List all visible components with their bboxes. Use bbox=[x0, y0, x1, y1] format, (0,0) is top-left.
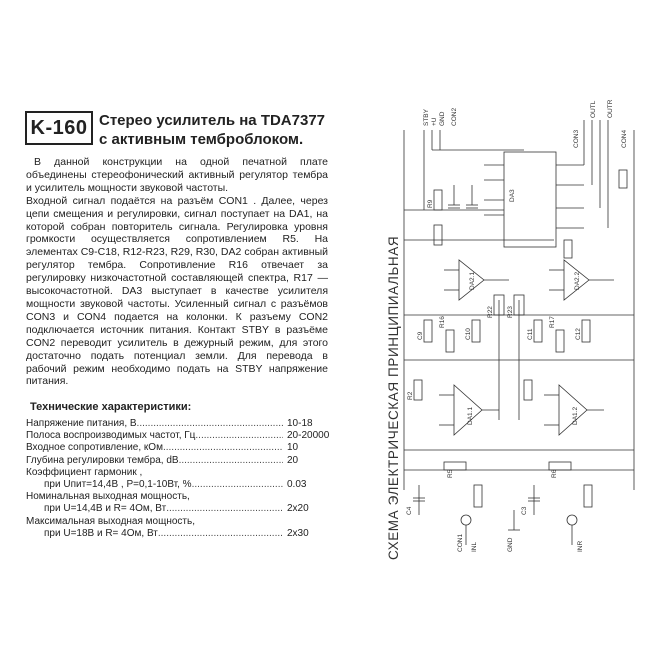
spec-label: при U=14,4В и R= 4Ом, Вт bbox=[44, 503, 167, 515]
schematic-diagram bbox=[384, 90, 646, 560]
label-outl: OUTL bbox=[590, 100, 597, 118]
label-r6: R6 bbox=[551, 469, 558, 478]
label-c12: C12 bbox=[575, 328, 582, 340]
label-c10: C10 bbox=[465, 328, 472, 340]
article-header bbox=[25, 111, 385, 151]
spec-dot-leader bbox=[166, 503, 283, 515]
label-stby: STBY bbox=[423, 109, 430, 126]
spec-row bbox=[26, 491, 331, 503]
spec-label: Напряжение питания, В bbox=[26, 418, 137, 429]
label-plus-u: +U bbox=[431, 117, 438, 126]
spec-dot-leader bbox=[179, 455, 283, 467]
spec-dot-leader bbox=[158, 528, 283, 540]
label-da12: DA1.2 bbox=[572, 406, 579, 425]
label-r2: R2 bbox=[407, 391, 414, 400]
label-outr: OUTR bbox=[607, 99, 614, 118]
spec-value: 20 bbox=[287, 454, 299, 466]
label-con2: CON2 bbox=[451, 107, 458, 126]
spec-value: 10 bbox=[287, 442, 299, 454]
label-c4: C4 bbox=[406, 506, 413, 515]
spec-value: 2x20 bbox=[287, 503, 309, 515]
label-da21: DA2.1 bbox=[469, 271, 476, 290]
spec-value: 10-18 bbox=[287, 418, 313, 429]
label-r17: R17 bbox=[549, 316, 556, 328]
spec-row bbox=[26, 503, 331, 515]
spec-dot-leader bbox=[137, 418, 283, 430]
spec-row bbox=[26, 455, 331, 467]
spec-dot-leader bbox=[163, 442, 283, 454]
paragraph-details: Входной сигнал подаётся на разъём CON1 . Далее, через цепи смещения и регулировки, сигнал поступает на DA1, на которой собран повторитель сигнала. Регулировка уровня громкости осуществляется сопротивлением R5. На элементах C9-C18, R12-R23, R29, R30, DA2 собран активный регулятор тембра. Сопротивление R16 отвечает за регулировку низкочастотной составляющей спектра, R17 — высокочастотной. DA3 выступает в качестве усилителя мощности звуковой частоты. Усиленный сигнал с разъёмов CON3 и CON4 подается на колонки. К разъему CON2 подключается источник питания. Контакт STBY в разъёме CON2 переводит усилитель в дежурный режим, для этого достаточно подать потенциал земли. Для перевода в рабочий режим необходимо подать на STBY напряжение питания. bbox=[26, 194, 328, 388]
spec-dot-leader bbox=[192, 479, 283, 491]
label-con1: CON1 bbox=[457, 533, 464, 552]
spec-value: 0.03 bbox=[287, 479, 307, 491]
label-inl: INL bbox=[471, 541, 478, 552]
label-da3: DA3 bbox=[509, 189, 516, 202]
article-title bbox=[99, 111, 325, 149]
label-inr: INR bbox=[577, 540, 584, 552]
spec-label: Входное сопротивление, кОм bbox=[26, 442, 163, 454]
label-r9: R9 bbox=[427, 199, 434, 208]
label-con4: CON4 bbox=[621, 129, 628, 148]
spec-label: Номинальная выходная мощность, bbox=[26, 491, 190, 503]
label-r5: R5 bbox=[447, 469, 454, 478]
kit-number-badge: K-160 bbox=[25, 111, 93, 145]
label-r16: R16 bbox=[439, 316, 446, 328]
label-gnd-in: GND bbox=[507, 537, 514, 552]
spec-row bbox=[26, 467, 331, 479]
title-line-1: Стерео усилитель на TDA7377 bbox=[99, 112, 326, 129]
schematic-vertical-title: СХЕМА ЭЛЕКТРИЧЕСКАЯ ПРИНЦИПИАЛЬНАЯ bbox=[386, 235, 401, 560]
label-da11: DA1.1 bbox=[467, 406, 474, 425]
spec-value: 2x30 bbox=[287, 527, 309, 539]
spec-row bbox=[26, 528, 331, 540]
specs-list bbox=[26, 418, 331, 540]
paragraph-intro: В данной конструкции на одной печатной плате объединены стереофонический активный регулятор тембра и усилитель мощности звуковой частоты. bbox=[26, 156, 328, 194]
spec-value: 20-20000 bbox=[287, 430, 330, 442]
label-con3: CON3 bbox=[573, 129, 580, 148]
spec-label: при U=18В и R= 4Ом, Вт bbox=[44, 527, 158, 539]
spec-label: Полоса воспроизводимых частот, Гц bbox=[26, 430, 196, 442]
spec-row bbox=[26, 430, 331, 442]
label-c3: C3 bbox=[521, 506, 528, 515]
label-c9: C9 bbox=[417, 331, 424, 340]
spec-label: Глубина регулировки тембра, dB bbox=[26, 454, 179, 466]
label-gnd: GND bbox=[439, 111, 446, 126]
spec-dot-leader bbox=[195, 430, 283, 442]
spec-row bbox=[26, 442, 331, 454]
spec-row bbox=[26, 479, 331, 491]
description-text bbox=[26, 156, 328, 388]
label-c11: C11 bbox=[527, 328, 534, 340]
label-r23: R23 bbox=[507, 306, 514, 318]
specs-title: Технические характеристики: bbox=[30, 401, 192, 413]
spec-label: при Uпит=14,4В , Р=0,1-10Вт, % bbox=[44, 479, 192, 491]
label-da22: DA2.2 bbox=[574, 271, 581, 290]
label-r22: R22 bbox=[487, 306, 494, 318]
spec-label: Максимальная выходная мощность, bbox=[26, 515, 195, 527]
spec-label: Коэффициент гармоник , bbox=[26, 466, 143, 478]
title-line-2: с активным темброблоком. bbox=[99, 131, 304, 148]
spec-row bbox=[26, 418, 331, 430]
spec-row bbox=[26, 516, 331, 528]
